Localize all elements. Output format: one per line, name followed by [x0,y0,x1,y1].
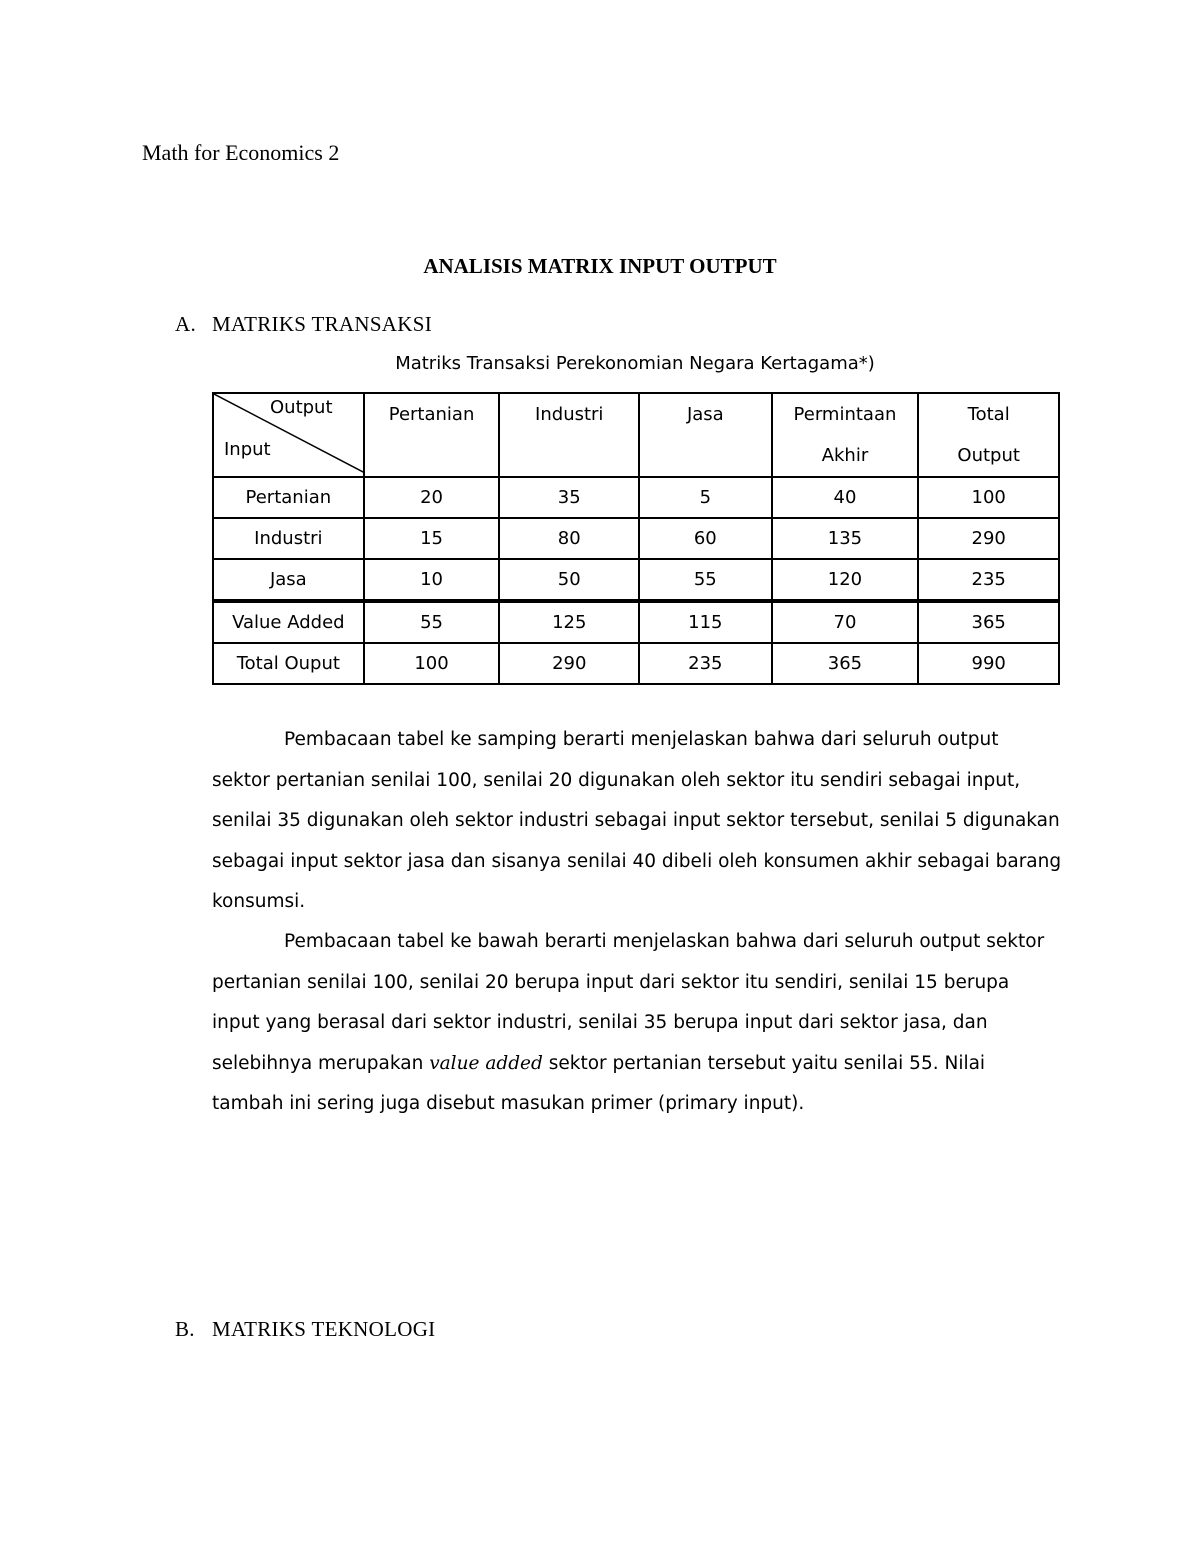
paragraph-text: Pembacaan tabel ke bawah berarti menjelaskan bahwa dari seluruh output sektor pertanian senilai 100, senilai 20 berupa input dari sektor itu sendiri, senilai 15 berupa input yang berasal dari sektor industri, senilai 35 berupa input dari sektor jasa, dan selebihnya merupakan [212,931,1045,1074]
table-cell: 100 [918,477,1059,518]
italic-term: value added [429,1052,543,1074]
table-cell: 115 [639,601,772,643]
column-header: Permintaan Akhir [772,393,919,477]
corner-header-cell [213,393,364,477]
transaction-matrix-table [212,392,1060,685]
table-cell: 120 [772,559,919,601]
document-header: Math for Economics 2 [142,140,340,165]
table-cell: 365 [918,601,1059,643]
table-cell: 15 [364,518,500,559]
table-cell: 55 [639,559,772,601]
table-row [213,477,1059,518]
page-title: ANALISIS MATRIX INPUT OUTPUT [423,254,777,278]
corner-input-label: Input [224,439,271,460]
table-cell: 35 [499,477,639,518]
table-cell: 235 [918,559,1059,601]
table-cell: 290 [918,518,1059,559]
section-number: A. [175,312,197,336]
table-cell: 50 [499,559,639,601]
row-label: Jasa [213,559,364,601]
table-cell: 70 [772,601,919,643]
section-heading-a [175,312,432,337]
table-cell: 135 [772,518,919,559]
section-label: MATRIKS TRANSAKSI [212,312,433,336]
row-label: Total Ouput [213,643,364,684]
table-row [213,601,1059,643]
column-header: Industri [499,393,639,477]
table-row [213,559,1059,601]
table-cell: 55 [364,601,500,643]
table-caption: Matriks Transaksi Perekonomian Negara Kertagama*) [395,353,875,374]
column-header: Total Output [918,393,1059,477]
table-row [213,518,1059,559]
table-cell: 235 [639,643,772,684]
paragraph-text: sektor pertanian tersebut yaitu senilai 55. Nilai tambah ini sering juga disebut masukan primer (primary input). [212,1052,986,1114]
paragraph-row-reading: Pembacaan tabel ke samping berarti menjelaskan bahwa dari seluruh output sektor pertanian senilai 100, senilai 20 digunakan oleh sektor itu sendiri sebagai input, senilai 35 digunakan oleh sektor industri sebagai input sektor tersebut, senilai 5 digunakan sebagai input sektor jasa dan sisanya senilai 40 dibeli oleh konsumen akhir sebagai barang konsumsi. [212,729,1062,912]
table-cell: 125 [499,601,639,643]
table-cell: 20 [364,477,500,518]
column-header: Pertanian [364,393,500,477]
table-header-row [213,393,1059,477]
section-heading-b [175,1317,435,1342]
table-cell: 990 [918,643,1059,684]
table-row [213,643,1059,684]
section-label: MATRIKS TEKNOLOGI [212,1317,436,1341]
table-cell: 365 [772,643,919,684]
column-header: Jasa [639,393,772,477]
corner-output-label: Output [270,397,333,418]
table-cell: 60 [639,518,772,559]
paragraph-column-reading [212,922,1062,1125]
row-label: Pertanian [213,477,364,518]
table-cell: 100 [364,643,500,684]
row-label: Industri [213,518,364,559]
table-cell: 80 [499,518,639,559]
table-cell: 290 [499,643,639,684]
row-label: Value Added [213,601,364,643]
table-cell: 5 [639,477,772,518]
table-cell: 10 [364,559,500,601]
section-number: B. [175,1317,195,1341]
table-cell: 40 [772,477,919,518]
